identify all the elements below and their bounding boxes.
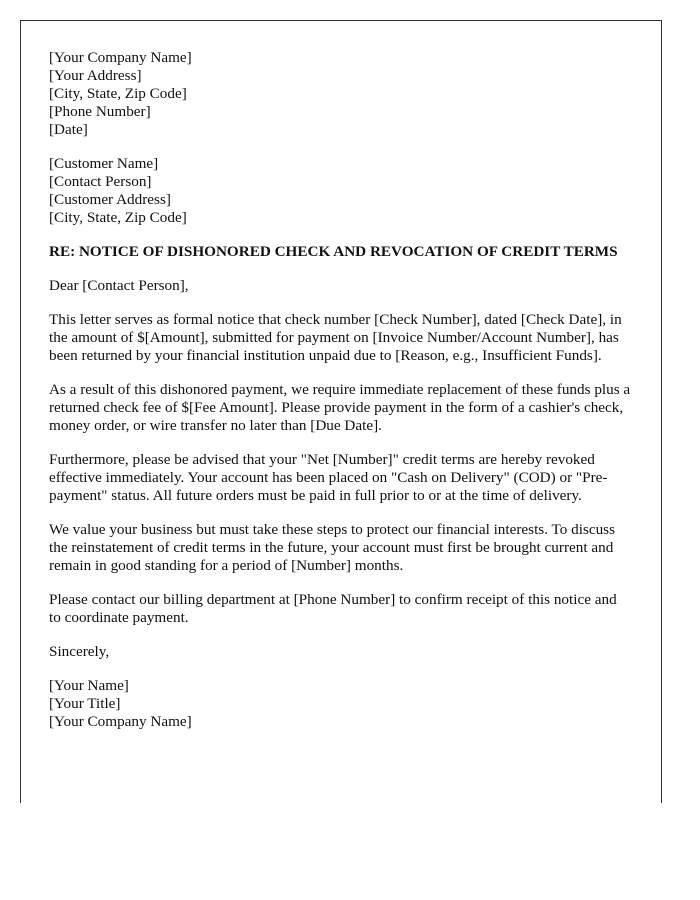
recipient-city: [City, State, Zip Code] [49,209,187,226]
letter-page [20,20,662,803]
recipient-contact: [Contact Person] [49,173,152,190]
sender-phone: [Phone Number] [49,103,151,120]
sender-company: [Your Company Name] [49,49,192,66]
recipient-name: [Customer Name] [49,155,159,172]
subject-line: RE: NOTICE OF DISHONORED CHECK AND REVOCATION OF CREDIT TERMS [49,243,618,260]
salutation: Dear [Contact Person], [49,277,189,294]
signature-company: [Your Company Name] [49,713,192,730]
signature-name: [Your Name] [49,677,129,694]
signature-block [49,677,632,731]
recipient-block [49,155,632,227]
body-paragraph: We value your business but must take these steps to protect our financial interests. To discuss the reinstatement of credit terms in the future, your account must first be brought current and remain in good standing for a period of [Number] months. [49,521,616,574]
sender-city: [City, State, Zip Code] [49,85,187,102]
signature-title: [Your Title] [49,695,121,712]
body-paragraph: As a result of this dishonored payment, we require immediate replacement of these funds plus a returned check fee of $[Fee Amount]. Please provide payment in the form of a cashier's check, money order, or wire transfer no later than [Due Date]. [49,381,631,434]
sender-address: [Your Address] [49,67,142,84]
recipient-address: [Customer Address] [49,191,171,208]
closing: Sincerely, [49,643,110,660]
sender-block [49,49,632,139]
letter-date: [Date] [49,121,88,138]
body-paragraph: Furthermore, please be advised that your "Net [Number]" credit terms are hereby revoked effective immediately. Your account has been placed on "Cash on Delivery" (COD) or "Pre-payment" status. All future orders must be paid in full prior to or at the time of delivery. [49,451,608,504]
body-paragraph: Please contact our billing department at [Phone Number] to confirm receipt of this notice and to coordinate payment. [49,591,617,626]
body-paragraph: This letter serves as formal notice that check number [Check Number], dated [Check Date], in the amount of $[Amount], submitted for payment on [Invoice Number/Account Number], has been returned by your financial institution unpaid due to [Reason, e.g., Insufficient Funds]. [49,311,622,364]
